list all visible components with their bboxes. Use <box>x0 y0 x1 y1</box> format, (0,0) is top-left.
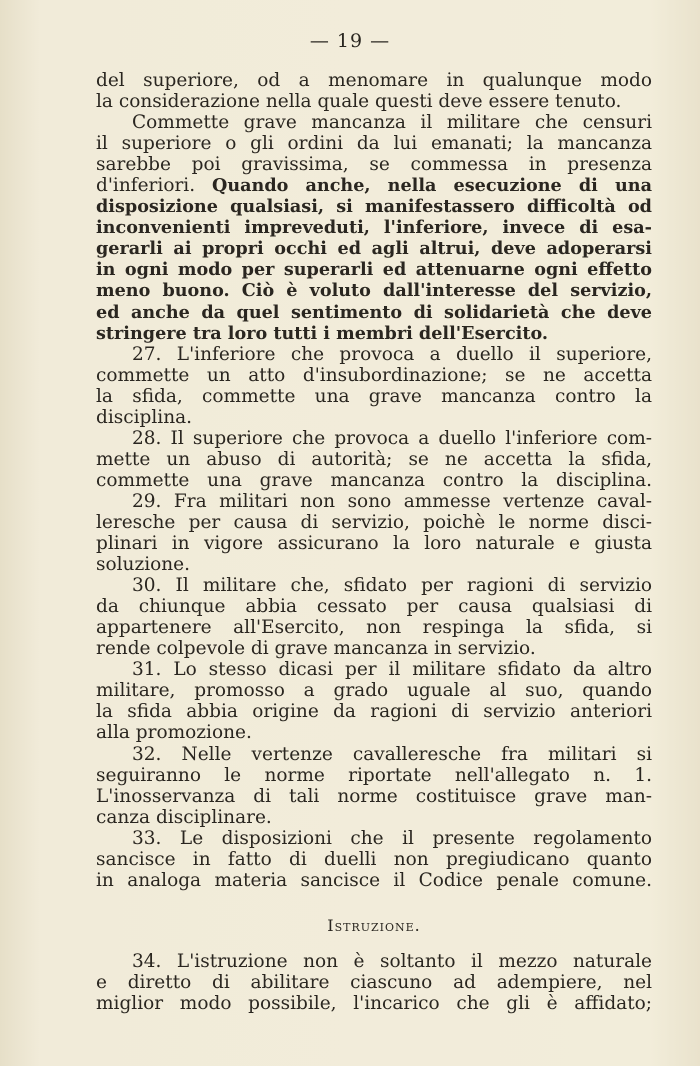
text-line: e diretto di abilitare ciascuno ad adempiere, nel <box>96 971 652 993</box>
text-line: 33. Le disposizioni che il presente regolamento <box>132 827 652 849</box>
text-line: del superiore, od a menomare in qualunque modo <box>96 70 652 91</box>
text-line: miglior modo possibile, l'incarico che gli è affidato; <box>96 992 652 1014</box>
text-line: mette un abuso di autorità; se ne accetta la sfida, <box>96 448 652 470</box>
text-line: 31. Lo stesso dicasi per il militare sfidato da altro <box>132 659 652 681</box>
text-line: disposizione qualsiasi, si manifestassero difficoltà od <box>96 196 652 218</box>
text-line: stringere tra loro tutti i membri dell'Esercito. <box>96 322 549 344</box>
paragraph-block-istruzione <box>96 951 652 1014</box>
text-line: militare, promosso a grado uguale al suo, quando <box>96 680 652 702</box>
text-line: 27. L'inferiore che provoca a duello il superiore, <box>132 343 652 365</box>
paragraph-block-discipline <box>96 70 652 891</box>
text-line: leresche per causa di servizio, poichè le norme disci- <box>96 511 652 533</box>
text-line: canza disciplinare. <box>96 806 272 828</box>
text-line: seguiranno le norme riportate nell'allegato n. 1. <box>96 764 652 786</box>
text-line: rende colpevole di grave mancanza in servizio. <box>96 638 536 660</box>
text-line: appartenere all'Esercito, non respinga la sfida, si <box>96 617 652 639</box>
text-line: Commette grave mancanza il militare che censuri <box>132 112 652 134</box>
text-line: soluzione. <box>96 554 191 576</box>
text-line: inconvenienti impreveduti, l'inferiore, invece di esa- <box>96 217 652 239</box>
text-line: commette un atto d'insubordinazione; se ne accetta <box>96 364 652 386</box>
text-line: la sfida abbia origine da ragioni di servizio anteriori <box>96 701 652 723</box>
text-line: alla promozione. <box>96 722 252 744</box>
text-line: L'inosservanza di tali norme costituisce grave man- <box>96 785 652 807</box>
text-line: il superiore o gli ordini da lui emanati; la mancanza <box>96 133 652 155</box>
text-line: 28. Il superiore che provoca a duello l'inferiore com- <box>132 427 652 449</box>
page-number: — 19 — <box>309 30 391 52</box>
text-line: ed anche da quel sentimento di solidarietà che deve <box>96 301 652 323</box>
text-line: 32. Nelle vertenze cavalleresche fra militari si <box>132 743 652 765</box>
text-line: in ogni modo per superarli ed attenuarne ogni effetto <box>96 259 652 281</box>
text-line: sancisce in fatto di duelli non pregiudicano quanto <box>96 848 652 870</box>
text-line: commette una grave mancanza contro la disciplina. <box>96 469 652 491</box>
text-line: meno buono. Ciò è voluto dall'interesse del servizio, <box>96 280 652 302</box>
text-line: la considerazione nella quale questi deve essere tenuto. <box>96 91 622 113</box>
text-line: plinari in vigore assicurano la loro naturale e giusta <box>96 533 652 555</box>
text-line: sarebbe poi gravissima, se commessa in presenza <box>96 154 652 176</box>
text-line: gerarli ai propri occhi ed agli altrui, deve adoperarsi <box>96 238 652 260</box>
text-line-bold: Quando anche, nella esecuzione di una <box>212 175 652 197</box>
body-text <box>96 70 652 1014</box>
text-line: 30. Il militare che, sfidato per ragioni di servizio <box>132 575 652 597</box>
text-line: in analoga materia sancisce il Codice penale comune. <box>96 869 652 891</box>
text-line: da chiunque abbia cessato per causa qualsiasi di <box>96 596 652 618</box>
text-line: disciplina. <box>96 406 193 428</box>
text-line-regular: d'inferiori. <box>96 175 196 197</box>
text-line <box>96 175 652 196</box>
text-line: 34. L'istruzione non è soltanto il mezzo naturale <box>132 950 652 972</box>
text-line: 29. Fra militari non sono ammesse vertenze caval- <box>132 490 652 512</box>
section-heading: Istruzione. <box>327 915 421 935</box>
text-line: la sfida, commette una grave mancanza contro la <box>96 385 652 407</box>
